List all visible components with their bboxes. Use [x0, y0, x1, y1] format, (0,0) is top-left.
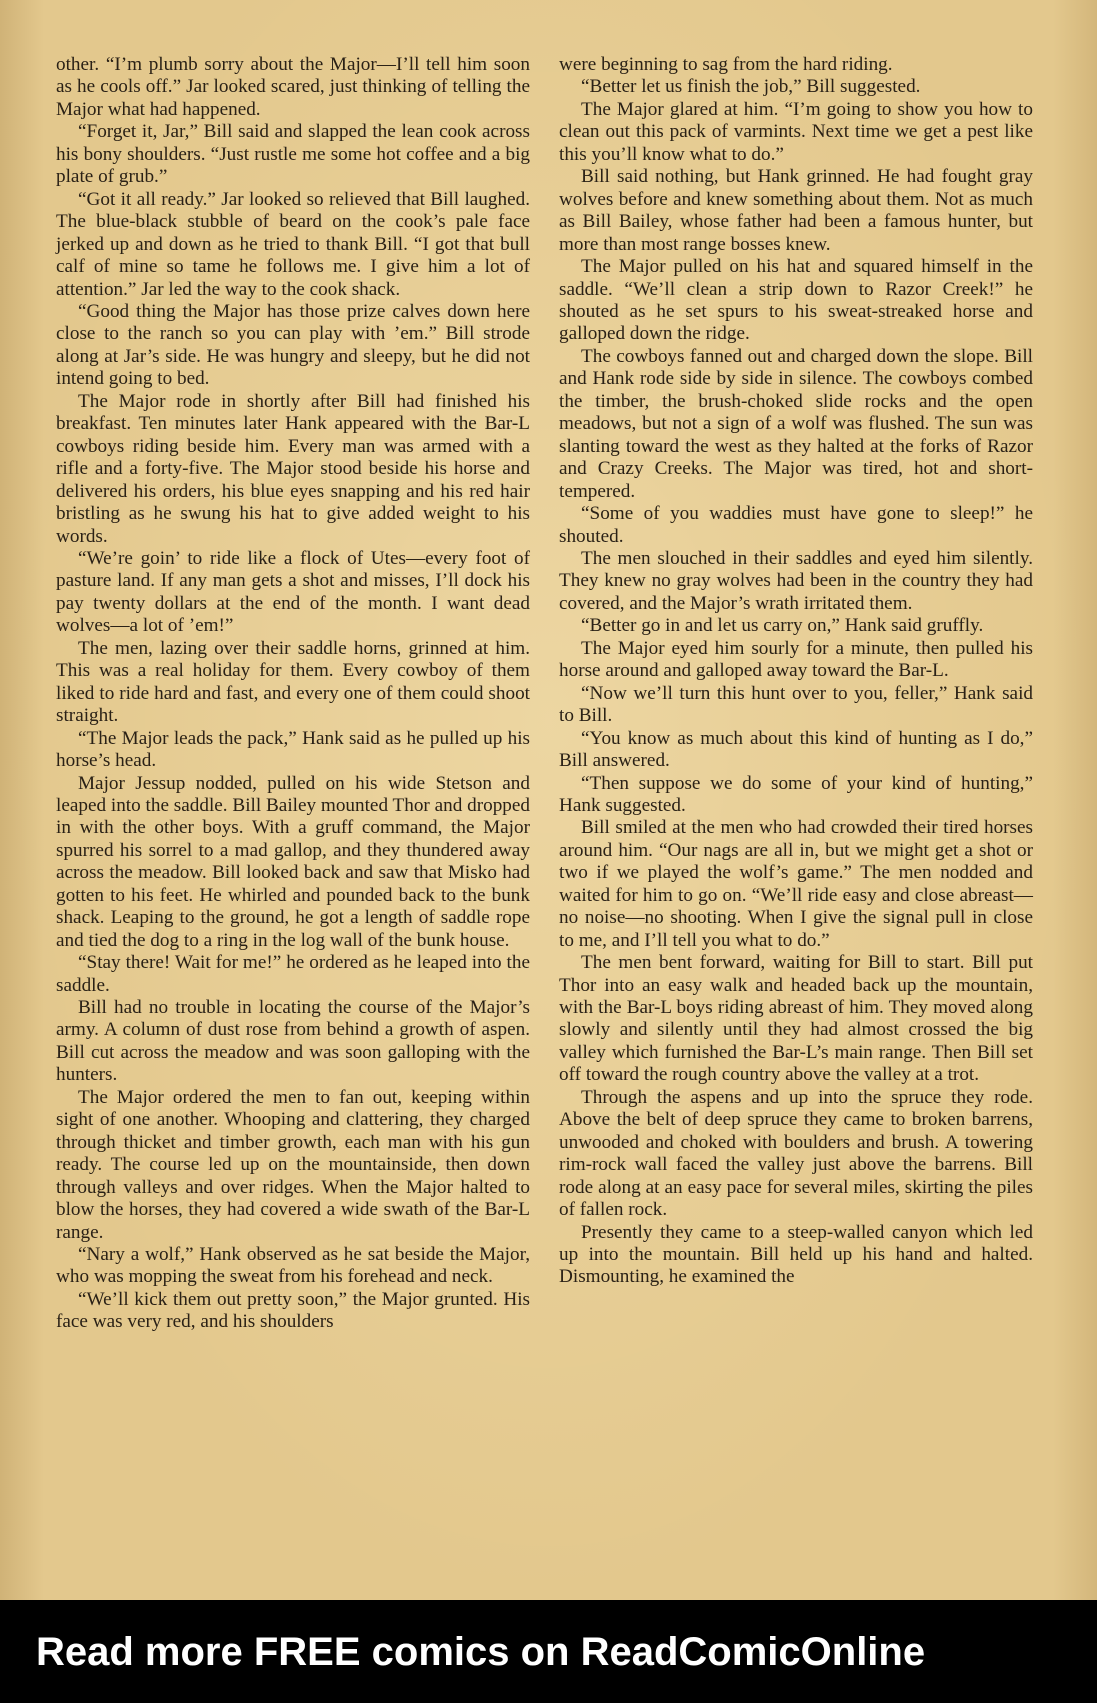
paragraph-left-4: “Good thing the Major has those prize calves down here close to the ranch so you can play with ’em.” Bill strode along at Jar’s side. He was hungry and sleepy, but he did not intend going to bed.	[56, 300, 530, 390]
paragraph-left-10: “Stay there! Wait for me!” he ordered as he leaped into the saddle.	[56, 952, 530, 996]
paragraph-right-14: Bill smiled at the men who had crowded their tired horses around him. “Our nags are all in, but we might get a shot or two if we played the wolf’s game.” The men nodded and waited for him to go on. “We’ll ride easy and close abreast—no noise—no shooting. When I give the signal pull in close to me, and I’ll tell you what to do.”	[559, 817, 1033, 951]
paragraph-left-8: “The Major leads the pack,” Hank said as he pulled up his horse’s head.	[56, 727, 530, 772]
paragraph-right-2: “Better let us finish the job,” Bill suggested.	[581, 76, 921, 98]
paragraph-right-12: “You know as much about this kind of hunting as I do,” Bill answered.	[559, 727, 1033, 772]
paragraph-left-14: “We’ll kick them out pretty soon,” the Major grunted. His face was very red, and his shoulders	[56, 1288, 530, 1333]
paragraph-right-10: The Major eyed him sourly for a minute, then pulled his horse around and galloped away toward the Bar-L.	[559, 637, 1033, 682]
paragraph-left-7: The men, lazing over their saddle horns, grinned at him. This was a real holiday for them. Every cowboy of them liked to ride hard and fast, and every one of them could shoot straight.	[56, 637, 530, 727]
paragraph-right-4: Bill said nothing, but Hank grinned. He had fought gray wolves before and knew something about them. Not as much as Bill Bailey, whose father had been a famous hunter, but more than most range bosses knew.	[559, 166, 1033, 255]
paragraph-left-1: other. “I’m plumb sorry about the Major—I’ll tell him soon as he cools off.” Jar looked scared, just thinking of telling the Major what had happened.	[56, 54, 530, 120]
promo-footer-text[interactable]: Read more FREE comics on ReadComicOnline	[36, 1630, 926, 1674]
paragraph-right-3: The Major glared at him. “I’m going to show you how to clean out this pack of varmints. Next time we get a pest like this you’ll know what to do.”	[559, 98, 1033, 165]
paragraph-left-3: “Got it all ready.” Jar looked so relieved that Bill laughed. The blue-black stubble of beard on the cook’s pale face jerked up and down as he tried to thank Bill. “I got that bull calf of mine so tame he follows me. I give him a lot of attention.” Jar led the way to the cook shack.	[56, 188, 530, 300]
paragraph-right-5: The Major pulled on his hat and squared himself in the saddle. “We’ll clean a strip down to Razor Creek!” he shouted as he set spurs to his sweat-streaked horse and galloped down the ridge.	[559, 256, 1033, 345]
paragraph-left-2: “Forget it, Jar,” Bill said and slapped the lean cook across his bony shoulders. “Just rustle me some hot coffee and a big plate of grub.”	[56, 121, 530, 188]
paragraph-right-6: The cowboys fanned out and charged down the slope. Bill and Hank rode side by side in silence. The cowboys combed the timber, the brush-choked slide rocks and the open meadows, but not a sign of a wolf was flushed. The sun was slanting toward the west as they halted at the forks of Razor and Crazy Creeks. The Major was tired, hot and short-tempered.	[559, 345, 1033, 502]
text-column-left	[56, 54, 530, 1334]
paragraph-left-6: “We’re goin’ to ride like a flock of Utes—every foot of pasture land. If any man gets a shot and misses, I’ll dock his pay twenty dollars at the end of the month. I want dead wolves—a lot of ’em!”	[56, 547, 530, 637]
promo-footer-banner[interactable]	[0, 1600, 1097, 1703]
paragraph-right-7: “Some of you waddies must have gone to sleep!” he shouted.	[559, 503, 1033, 547]
paragraph-left-13: “Nary a wolf,” Hank observed as he sat beside the Major, who was mopping the sweat from his forehead and neck.	[56, 1244, 530, 1288]
paragraph-right-9: “Better go in and let us carry on,” Hank said gruffly.	[581, 615, 984, 637]
paragraph-right-16: Through the aspens and up into the spruce they rode. Above the belt of deep spruce they came to broken barrens, unwooded and choked with boulders and brush. A towering rim-rock wall faced the valley just above the barrens. Bill rode along at an easy pace for several miles, skirting the piles of fallen rock.	[559, 1086, 1033, 1221]
paragraph-right-11: “Now we’ll turn this hunt over to you, feller,” Hank said to Bill.	[559, 682, 1033, 727]
paragraph-left-12: The Major ordered the men to fan out, keeping within sight of one another. Whooping and clattering, they charged through thicket and timber growth, each man with his gun ready. The course led up on the mountainside, then down through valleys and over ridges. When the Major halted to blow the horses, they had covered a wide swath of the Bar-L range.	[56, 1086, 530, 1243]
paragraph-left-9: Major Jessup nodded, pulled on his wide Stetson and leaped into the saddle. Bill Bailey mounted Thor and dropped in with the other boys. With a gruff command, the Major spurred his sorrel to a mad gallop, and they thundered away across the meadow. Bill looked back and saw that Misko had gotten to his feet. He whirled and pounded back to the bunk shack. Leaping to the ground, he got a length of saddle rope and tied the dog to a ring in the log wall of the bunk house.	[56, 772, 530, 951]
paragraph-right-8: The men slouched in their saddles and eyed him silently. They knew no gray wolves had been in the country they had covered, and the Major’s wrath irritated them.	[559, 547, 1033, 614]
text-column-right	[559, 54, 1033, 1289]
paragraph-right-17: Presently they came to a steep-walled canyon which led up into the mountain. Bill held up his hand and halted. Dismounting, he examined the	[559, 1221, 1033, 1288]
paragraph-right-13: “Then suppose we do some of your kind of hunting,” Hank suggested.	[559, 772, 1033, 816]
paragraph-right-1: were beginning to sag from the hard riding.	[559, 54, 893, 75]
paragraph-left-11: Bill had no trouble in locating the course of the Major’s army. A column of dust rose from behind a growth of aspen. Bill cut across the meadow and was soon galloping with the hunters.	[56, 997, 530, 1086]
paragraph-left-5: The Major rode in shortly after Bill had finished his breakfast. Ten minutes later Hank appeared with the Bar-L cowboys riding beside him. Every man was armed with a rifle and a forty-five. The Major stood beside his horse and delivered his orders, his blue eyes snapping and his red hair bristling as he swung his hat to give added weight to his words.	[56, 390, 530, 547]
paragraph-right-15: The men bent forward, waiting for Bill to start. Bill put Thor into an easy walk and headed back up the mountain, with the Bar-L boys riding abreast of him. They moved along slowly and silently until they had almost crossed the big valley which furnished the Bar-L’s main range. Then Bill set off toward the rough country above the valley at a trot.	[559, 952, 1033, 1086]
